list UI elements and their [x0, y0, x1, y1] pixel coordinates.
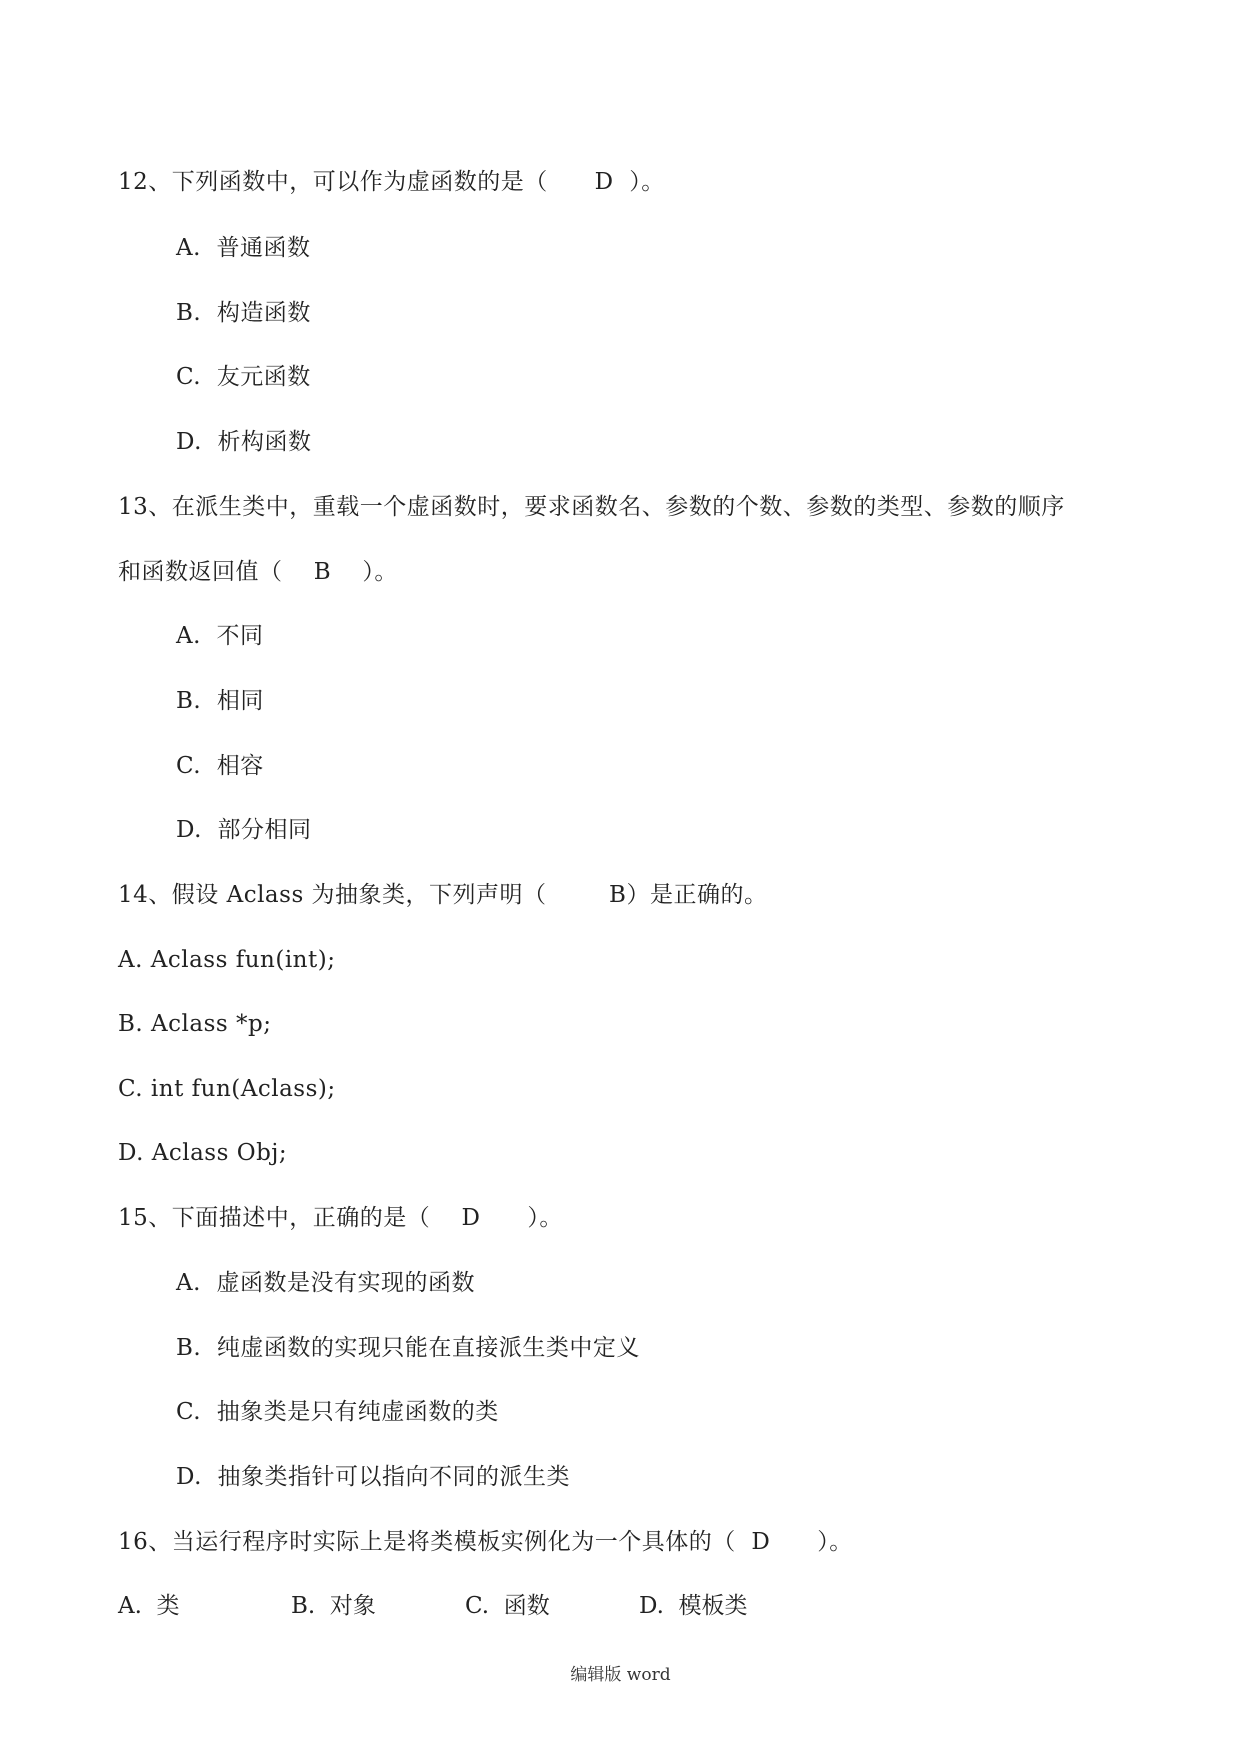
question-12-option-b: B. 构造函数: [176, 300, 311, 326]
question-13-option-c: C. 相容: [176, 753, 264, 779]
question-14-option-b: B. Aclass *p;: [118, 1011, 272, 1037]
question-16-stem: 16、当运行程序时实际上是将类模板实例化为一个具体的（ D ）。: [118, 1529, 853, 1555]
question-12-stem: 12、下列函数中，可以作为虚函数的是（ D ）。: [118, 169, 665, 195]
question-13-option-a: A. 不同: [176, 623, 264, 649]
question-13-stem-line2: 和函数返回值（ B ）。: [118, 559, 398, 585]
question-13-stem-line1: 13、在派生类中，重载一个虚函数时，要求函数名、参数的个数、参数的类型、参数的顺序: [118, 494, 1065, 520]
question-14-option-c: C. int fun(Aclass);: [118, 1076, 336, 1102]
question-16-option-c: C. 函数: [465, 1593, 550, 1619]
question-15-option-c: C. 抽象类是只有纯虚函数的类: [176, 1399, 499, 1425]
question-13-option-b: B. 相同: [176, 688, 264, 714]
question-12-option-c: C. 友元函数: [176, 364, 311, 390]
question-16-option-b: B. 对象: [291, 1593, 376, 1619]
question-15-option-a: A. 虚函数是没有实现的函数: [176, 1270, 476, 1296]
question-15-option-b: B. 纯虚函数的实现只能在直接派生类中定义: [176, 1335, 640, 1361]
question-14-option-a: A. Aclass fun(int);: [118, 947, 336, 973]
question-15-stem: 15、下面描述中，正确的是（ D ）。: [118, 1205, 563, 1231]
question-14-stem: 14、假设 Aclass 为抽象类，下列声明（ B）是正确的。: [118, 882, 768, 908]
question-16-option-d: D. 模板类: [639, 1593, 748, 1619]
question-16-option-a: A. 类: [118, 1593, 180, 1619]
question-12-option-d: D. 析构函数: [176, 429, 312, 455]
question-15-option-d: D. 抽象类指针可以指向不同的派生类: [176, 1464, 571, 1490]
question-13-option-d: D. 部分相同: [176, 817, 312, 843]
page-footer: 编辑版 word: [570, 1665, 671, 1685]
question-12-option-a: A. 普通函数: [176, 235, 311, 261]
question-14-option-d: D. Aclass Obj;: [118, 1140, 288, 1166]
